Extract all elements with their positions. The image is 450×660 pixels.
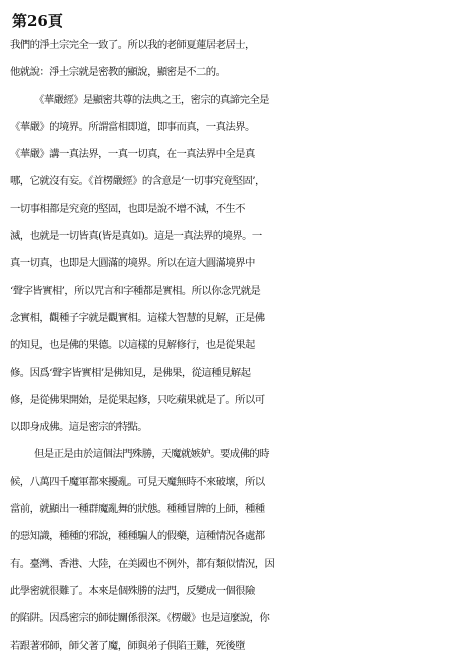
body-text <box>10 32 446 660</box>
text-line: 的惡知識，種種的邪說，種種騙人的假藥，這種情況各處都 <box>10 530 265 543</box>
text-line: ‘聲字皆實相’，所以咒言和字種都是實相。所以你念咒就是 <box>10 284 261 297</box>
text-line: 念實相，觀種子字就是觀實相。這樣大智慧的見解，正是佛 <box>10 311 265 324</box>
text-line: 滅，也就是一切皆真(皆是真如)。這是一真法界的境界。一 <box>10 230 262 243</box>
text-line: 的陷阱。因爲密宗的師徒關係很深。《楞嚴》也是這麼說，你 <box>10 612 270 625</box>
text-line: 的知見，也是佛的果德。以這樣的見解修行，也是從果起 <box>10 339 255 352</box>
text-line: 真一切真，也即是大圓滿的境界。所以在這大圓滿境界中 <box>10 257 255 270</box>
text-line: 修。因爲‘聲字皆實相’是佛知見，是佛果，從這種見解起 <box>10 366 251 379</box>
text-line: 但是正是由於這個法門殊勝，天魔就嫉妒。要成佛的時 <box>34 448 269 461</box>
text-line: 若跟著邪師，師父著了魔，師與弟子俱陷王難，死後墮 <box>10 639 245 652</box>
text-line: 《華嚴》的境界。所謂當相即道，即事而真，一真法界。 <box>10 120 255 133</box>
text-line: 此學密就很難了。本來是個殊勝的法門，反變成一個很險 <box>10 584 255 597</box>
text-line: 以即身成佛。這是密宗的特點。 <box>10 421 148 434</box>
text-line: 一切事相都是究竟的堅固，也即是說不增不減，不生不 <box>10 202 245 215</box>
text-line: 《華嚴》講一真法界，一真一切真，在一真法界中全是真 <box>10 148 255 161</box>
text-line: 候，八萬四千魔軍都來擾亂。可見天魔無時不來破壞，所以 <box>10 475 265 488</box>
text-line: 他就說：淨土宗就是密教的顯說，顯密是不二的。 <box>10 66 226 79</box>
document-page <box>10 10 446 652</box>
page-number-header: 第26頁 <box>12 12 63 30</box>
text-line: 有。臺灣、香港、大陸，在美國也不例外，都有類似情況，因 <box>10 557 275 570</box>
text-line: 修，是從佛果開始，是從果起修，只吃蘋果就是了。所以可 <box>10 393 265 406</box>
text-line: 當前，就顯出一種群魔亂舞的狀態。種種冒牌的上師，種種 <box>10 503 265 516</box>
text-line: 《華嚴經》是顯密共尊的法典之王，密宗的真諦完全是 <box>34 93 269 106</box>
text-line: 哪，它就沒有妄。《首楞嚴經》的含意是‘一切事究竟堅固’， <box>10 175 265 188</box>
text-line: 我們的淨土宗完全一致了。所以我的老師夏蓮居老居士， <box>10 39 255 51</box>
